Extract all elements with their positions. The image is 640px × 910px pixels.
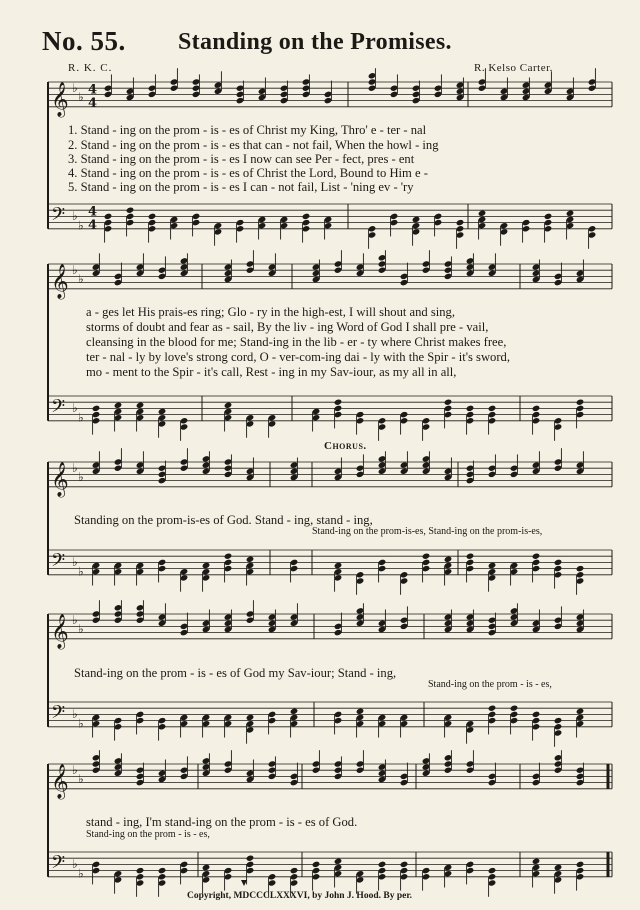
system5-echo-line: Stand-ing on the prom - is - es,: [86, 829, 210, 840]
notehead: [554, 559, 563, 566]
notehead: [202, 864, 211, 871]
notehead: [532, 553, 541, 560]
notehead: [488, 562, 497, 569]
flat-sign-icon: ♭: [78, 470, 84, 485]
system2-lyric-line: a - ges let His prais-es ring; Glo - ry in the high-est, I will shout and sing,: [86, 305, 456, 319]
hymn-number: No. 55.: [42, 26, 126, 56]
copyright-notice: Copyright, MDCCCLXXXVI, by John J. Hood. By per.: [187, 891, 413, 901]
flat-sign-icon: ♭: [72, 857, 78, 872]
notehead: [224, 402, 233, 409]
notehead: [104, 213, 113, 220]
flat-sign-icon: ♭: [72, 555, 78, 570]
notehead: [488, 405, 497, 412]
system3-echo-line: Stand-ing on the prom-is-es, Stand-ing on the prom-is-es,: [312, 526, 543, 537]
notehead: [290, 867, 299, 874]
notehead: [554, 864, 563, 871]
verse-4-line: 4. Stand - ing on the prom - is - es of Christ the Lord, Bound to Him e -: [68, 166, 428, 180]
notehead: [312, 861, 321, 868]
system2-lyric-line: cleansing in the blood for me; Stand-ing in the lib - er - ty where Christ makes free,: [86, 335, 507, 349]
flat-sign-icon: ♭: [78, 90, 84, 105]
system5-lyric-line: stand - ing, I'm stand-ing on the prom - is - es of God.: [86, 815, 358, 829]
notehead: [566, 210, 575, 217]
system4-lyric-line: Stand-ing on the prom - is - es of God my Sav-iour; Stand - ing,: [74, 666, 397, 680]
composer-credit: R. Kelso Carter.: [474, 62, 553, 74]
flat-sign-icon: ♭: [72, 209, 78, 224]
verse-3-line: 3. Stand - ing on the prom - is - es I now can see Per - fect, pres - ent: [68, 152, 415, 166]
notehead: [334, 399, 343, 406]
system2-lyric-line: storms of doubt and fear as - sail, By the liv - ing Word of God I shall pre - vail,: [86, 320, 489, 334]
notehead: [290, 708, 299, 715]
notehead: [246, 855, 255, 862]
time-signature-icon: 4: [88, 95, 98, 111]
notehead: [114, 402, 123, 409]
system4-echo-line: Stand-ing on the prom - is - es,: [428, 679, 552, 690]
flat-sign-icon: ♭: [72, 762, 78, 777]
notehead: [466, 405, 475, 412]
caret-mark: [241, 880, 247, 886]
notehead: [246, 714, 255, 721]
treble-clef-icon: 𝄞: [51, 763, 69, 799]
notehead: [334, 562, 343, 569]
verse-5-line: 5. Stand - ing on the prom - is - es I can - not fail, List - 'ning ev - 'ry: [68, 180, 414, 194]
system2-lyric-line: ter - nal - ly by love's strong cord, O - ver-com-ing dai - ly with the Spir - it's sword,: [86, 350, 510, 364]
notehead: [148, 213, 157, 220]
verse-1-line: 1. Stand - ing on the prom - is - es of Christ my King, Thro' e - ter - nal: [68, 123, 427, 137]
flat-sign-icon: ♭: [72, 80, 78, 95]
flat-sign-icon: ♭: [78, 272, 84, 287]
notehead: [92, 405, 101, 412]
notehead: [334, 858, 343, 865]
flat-sign-icon: ♭: [78, 866, 84, 881]
flat-sign-icon: ♭: [78, 622, 84, 637]
verse-2-line: 2. Stand - ing on the prom - is - es that can - not fail, When the howl - ing: [68, 138, 439, 152]
notehead: [136, 867, 145, 874]
notehead: [532, 405, 541, 412]
notehead: [488, 867, 497, 874]
notehead: [302, 213, 311, 220]
system2-lyric-line: mo - ment to the Spir - it's call, Rest - ing in my Sav-iour, as my all in all,: [86, 365, 457, 379]
notehead: [576, 708, 585, 715]
notehead: [532, 858, 541, 865]
notehead: [202, 562, 211, 569]
notehead: [532, 711, 541, 718]
bass-clef-icon: 𝄢: [51, 550, 66, 576]
notehead: [378, 861, 387, 868]
flat-sign-icon: ♭: [78, 564, 84, 579]
notehead: [544, 213, 553, 220]
flat-sign-icon: ♭: [72, 401, 78, 416]
notehead: [444, 556, 453, 563]
bass-clef-icon: 𝄢: [51, 396, 66, 422]
flat-sign-icon: ♭: [72, 707, 78, 722]
flat-sign-icon: ♭: [78, 218, 84, 233]
author-credit: R. K. C.: [68, 62, 113, 74]
notehead: [356, 708, 365, 715]
time-signature-icon: 4: [88, 82, 98, 98]
hymn-title: Standing on the Promises.: [178, 29, 452, 55]
notehead: [412, 216, 421, 223]
flat-sign-icon: ♭: [78, 772, 84, 787]
flat-sign-icon: ♭: [72, 460, 78, 475]
notehead: [576, 565, 585, 572]
bass-clef-icon: 𝄢: [51, 702, 66, 728]
flat-sign-icon: ♭: [72, 262, 78, 277]
treble-clef-icon: 𝄞: [51, 263, 69, 299]
flat-sign-icon: ♭: [72, 612, 78, 627]
flat-sign-icon: ♭: [78, 716, 84, 731]
chorus-label: Chorus.: [324, 440, 367, 452]
notehead: [158, 867, 167, 874]
notehead: [456, 219, 465, 226]
notehead: [136, 402, 145, 409]
notehead: [576, 399, 585, 406]
notehead: [422, 553, 431, 560]
notehead: [444, 399, 453, 406]
treble-clef-icon: 𝄞: [51, 461, 69, 497]
notehead: [224, 553, 233, 560]
time-signature-icon: 4: [88, 217, 98, 233]
notehead: [488, 705, 497, 712]
notehead: [510, 705, 519, 712]
notehead: [466, 553, 475, 560]
notehead: [246, 556, 255, 563]
notehead: [554, 717, 563, 724]
treble-clef-icon: 𝄞: [51, 81, 69, 117]
notehead: [478, 210, 487, 217]
time-signature-icon: 4: [88, 204, 98, 220]
flat-sign-icon: ♭: [78, 410, 84, 425]
notehead: [126, 207, 135, 214]
bass-clef-icon: 𝄢: [51, 852, 66, 878]
system3-lyric-line: Standing on the prom-is-es of God. Stand - ing, stand - ing,: [74, 513, 373, 527]
treble-clef-icon: 𝄞: [51, 613, 69, 649]
notehead: [158, 408, 167, 415]
notehead: [400, 861, 409, 868]
notehead: [576, 861, 585, 868]
bass-clef-icon: 𝄢: [51, 204, 66, 230]
